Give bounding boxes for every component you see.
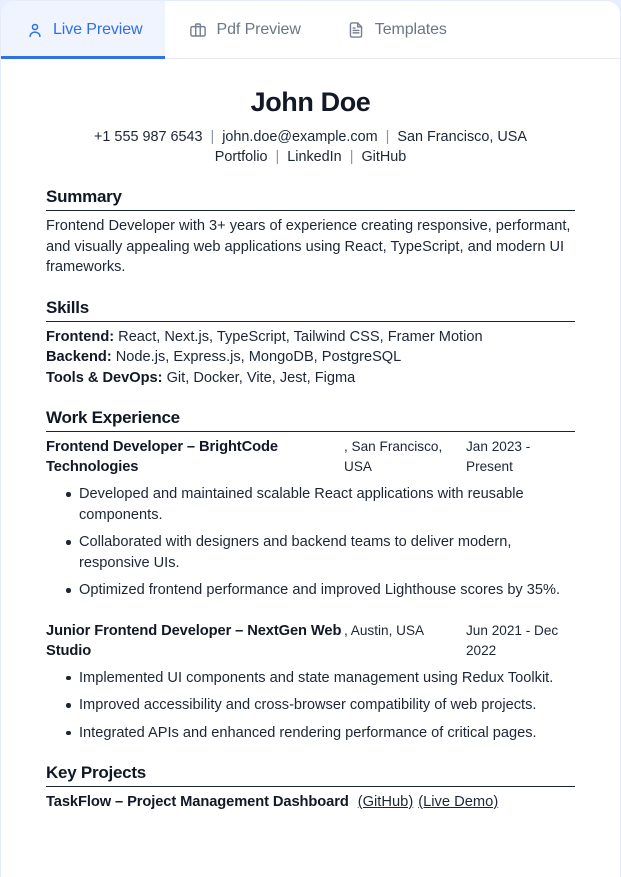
skill-row	[46, 368, 575, 389]
document-icon	[347, 21, 366, 40]
section-work-experience	[46, 408, 575, 743]
skill-values: Node.js, Express.js, MongoDB, PostgreSQL	[115, 349, 402, 365]
contact-separator: |	[385, 129, 390, 145]
briefcase-icon	[189, 21, 208, 40]
experience-entry	[46, 621, 575, 744]
tab-live-preview[interactable]	[1, 1, 165, 59]
contact-separator: |	[349, 149, 354, 165]
summary-text: Frontend Developer with 3+ years of experience creating responsive, performant, and visually appealing web applications using React, TypeScript, and modern UI frameworks.	[46, 218, 571, 275]
contact-line-primary	[46, 127, 575, 147]
project-link-group	[358, 792, 499, 813]
tab-pdf-preview[interactable]	[165, 1, 323, 59]
tab-bar	[1, 1, 620, 59]
skill-values: React, Next.js, TypeScript, Tailwind CSS, Framer Motion	[118, 328, 483, 345]
resume-preview	[1, 59, 620, 813]
link-github[interactable]: GitHub	[361, 149, 407, 165]
job-location: , San Francisco, USA	[344, 439, 443, 474]
job-date-range: Jan 2023 - Present	[466, 439, 531, 474]
contact-location: San Francisco, USA	[397, 129, 527, 145]
job-bullet: Improved accessibility and cross-browser compatibility of web projects.	[46, 695, 575, 716]
skill-row	[46, 327, 575, 348]
section-title: Work Experience	[46, 408, 575, 432]
tab-label: Templates	[374, 21, 447, 38]
project-github-link[interactable]: (GitHub)	[357, 794, 414, 810]
job-bullet: Collaborated with designers and backend teams to deliver modern, responsive UIs.	[46, 532, 575, 573]
project-live-demo-link[interactable]: (Live Demo)	[418, 794, 499, 810]
candidate-name: John Doe	[250, 87, 371, 117]
experience-header	[46, 437, 575, 477]
job-location: , Austin, USA	[344, 622, 425, 638]
job-bullet: Implemented UI components and state management using Redux Toolkit.	[46, 668, 575, 689]
link-portfolio[interactable]: Portfolio	[214, 149, 268, 165]
job-bullet: Optimized frontend performance and improved Lighthouse scores by 35%.	[46, 580, 575, 601]
tab-label: Pdf Preview	[216, 21, 301, 38]
section-skills	[46, 298, 575, 389]
job-bullet-list	[46, 484, 575, 601]
skill-category-label: Backend:	[46, 349, 112, 365]
contact-email: john.doe@example.com	[222, 129, 378, 145]
job-title: Frontend Developer – BrightCode Technologies	[46, 439, 278, 475]
section-title: Summary	[46, 187, 575, 211]
experience-header	[46, 621, 575, 661]
contact-separator: |	[275, 149, 280, 165]
skill-category-label: Frontend:	[46, 328, 115, 345]
section-summary	[46, 187, 575, 278]
section-title: Skills	[46, 298, 575, 322]
job-date-range: Jun 2021 - Dec 2022	[466, 622, 559, 658]
contact-separator: |	[210, 129, 215, 145]
contact-phone: +1 555 987 6543	[94, 129, 203, 145]
section-key-projects	[46, 763, 575, 813]
project-name: TaskFlow – Project Management Dashboard	[46, 794, 349, 810]
contact-line-links	[46, 147, 575, 167]
tab-label: Live Preview	[53, 21, 143, 38]
project-entry	[46, 792, 575, 813]
section-title: Key Projects	[46, 763, 575, 787]
skill-category-label: Tools & DevOps:	[46, 369, 163, 386]
job-bullet-list	[46, 668, 575, 744]
link-linkedin[interactable]: LinkedIn	[287, 149, 342, 165]
user-icon	[25, 21, 44, 40]
job-bullet: Developed and maintained scalable React applications with reusable components.	[46, 484, 575, 525]
skill-row	[46, 347, 575, 368]
skill-values: Git, Docker, Vite, Jest, Figma	[166, 369, 356, 386]
job-bullet: Integrated APIs and enhanced rendering performance of critical pages.	[46, 723, 575, 744]
experience-entry	[46, 437, 575, 601]
tab-templates[interactable]	[323, 1, 469, 59]
job-title: Junior Frontend Developer – NextGen Web Studio	[46, 622, 342, 659]
